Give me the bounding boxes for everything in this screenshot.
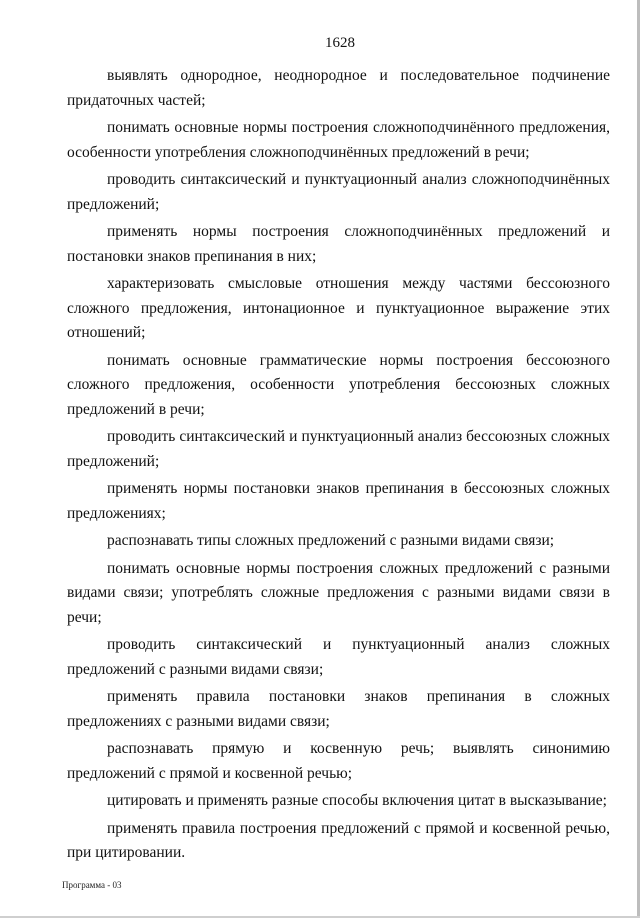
paragraph: проводить синтаксический и пунктуационный анализ бессоюзных сложных предложений;	[67, 428, 610, 470]
paragraph: применять правила постановки знаков препинания в сложных предложениях с разными видами связи;	[67, 688, 610, 730]
footer-label: Программа - 03	[62, 880, 122, 890]
paragraph: цитировать и применять разные способы включения цитат в высказывание;	[107, 792, 607, 809]
paragraph: распознавать типы сложных предложений с разными видами связи;	[107, 532, 555, 549]
paragraph: выявлять однородное, неоднородное и последовательное подчинение придаточных частей;	[67, 67, 610, 109]
page-number: 1628	[325, 35, 355, 51]
paragraph: применять нормы построения сложноподчинённых предложений и постановки знаков препинания в них;	[67, 223, 610, 265]
paragraph: проводить синтаксический и пунктуационный анализ сложноподчинённых предложений;	[67, 171, 610, 213]
paragraph: распознавать прямую и косвенную речь; выявлять синонимию предложений с прямой и косвенной речью;	[67, 740, 610, 782]
paragraph: понимать основные грамматические нормы построения бессоюзного сложного предложения, особенности употребления бессоюзных сложных предложений в речи;	[67, 351, 610, 418]
paragraph: проводить синтаксический и пунктуационный анализ сложных предложений с разными видами связи;	[67, 636, 610, 678]
paragraph: понимать основные нормы построения сложноподчинённого предложения, особенности употребления сложноподчинённых предложений в речи;	[67, 119, 610, 161]
body-text	[67, 64, 610, 869]
paragraph: понимать основные нормы построения сложных предложений с разными видами связи; употреблять сложные предложения с разными видами связи в речи;	[67, 559, 610, 626]
paragraph: применять правила построения предложений с прямой и косвенной речью, при цитировании.	[67, 819, 610, 861]
paragraph: характеризовать смысловые отношения между частями бессоюзного сложного предложения, интонационное и пунктуационное выражение этих отношений;	[67, 275, 610, 341]
paragraph: применять нормы постановки знаков препинания в бессоюзных сложных предложениях;	[67, 480, 610, 522]
